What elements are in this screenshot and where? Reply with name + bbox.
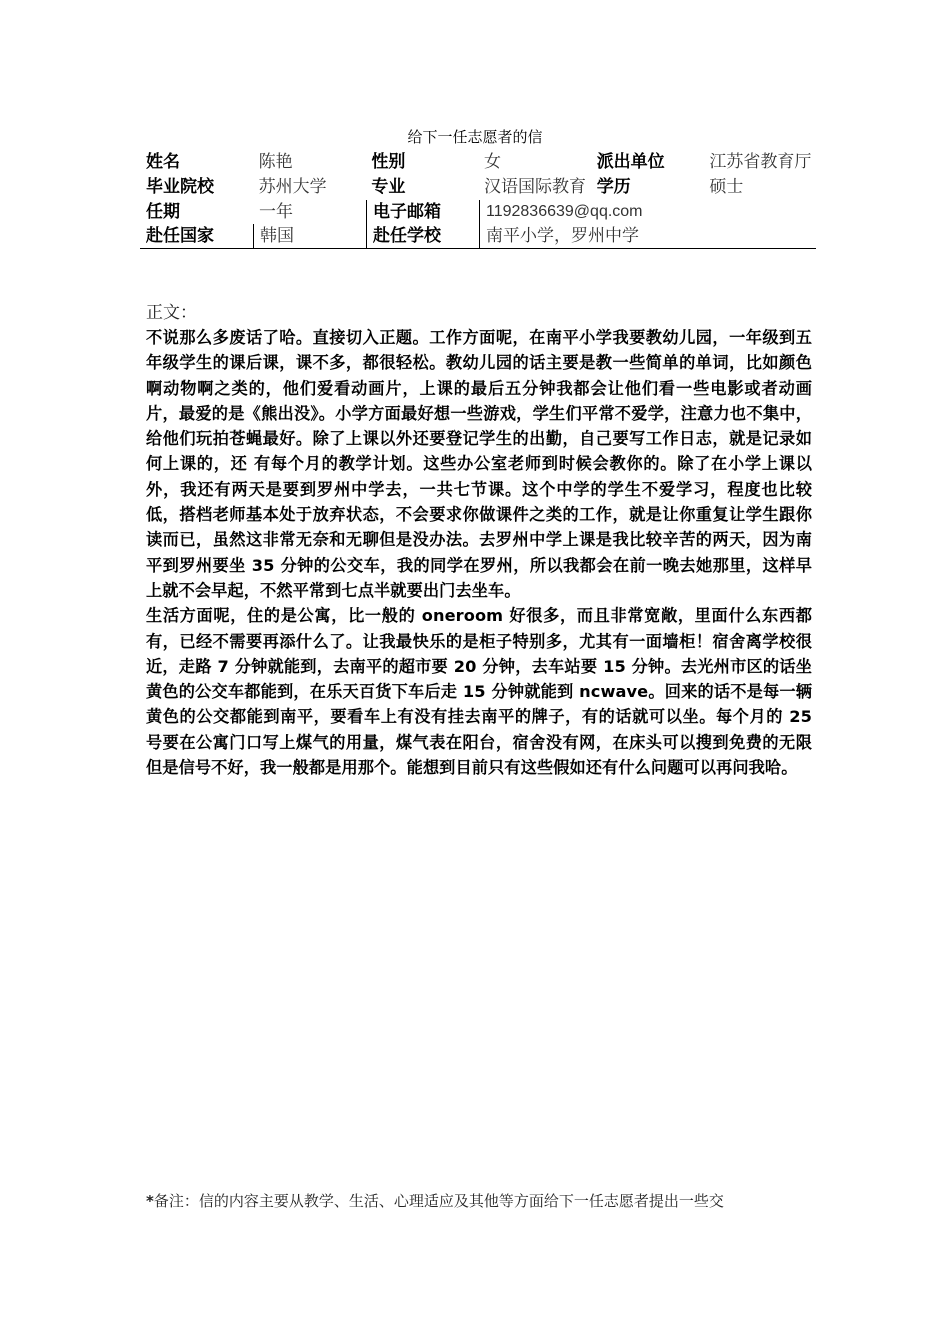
email-label: 电子邮箱 [366,200,479,224]
info-row-country [140,224,816,249]
school-label: 毕业院校 [146,177,214,197]
country-value: 韩国 [253,224,366,248]
degree-value: 硕士 [709,177,744,197]
term-value: 一年 [259,202,293,222]
unit-value: 江苏省教育厅 [709,152,812,172]
school-value: 苏州大学 [258,177,327,197]
major-value: 汉语国际教育 [484,177,587,197]
body-label: 正文： [146,303,197,323]
post-label: 赴任学校 [366,224,479,248]
unit-label: 派出单位 [596,152,665,172]
info-row-name [140,150,816,175]
gender-label: 性别 [371,152,406,172]
major-label: 专业 [371,177,406,197]
paragraph-life: 生活方面呢，住的是公寓，比一般的 oneroom 好很多，而且非常宽敞，里面什么东西都有，已经不需要再添什么了。让我最快乐的是柜子特别多，尤其有一面墙柜！宿舍离学校很近，走路 7 分钟就能到，去南平的超市要 20 分钟，去车站要 15 分钟。去光州市区的话坐黄色的公交车都能到，在乐天百货下车后走 15 分钟就能到 ncwave。回来的话不是每一辆黄色的公交都能到南平，要看车上有没有挂去南平的牌子，有的话就可以坐。每个月的 25 号要在公寓门口写上煤气的用量，煤气表在阳台，宿舍没有网，在床头可以搜到免费的无限但是信号不好，我一般都是用那个。能想到目前只有这些假如还有什么问题可以再问我哈。 [146,606,812,778]
post-value: 南平小学，罗州中学 [479,224,705,248]
footnote-star: * [146,1192,154,1210]
gender-value: 女 [484,152,502,172]
document-title: 给下一任志愿者的信 [407,128,543,146]
letter-body [140,301,816,780]
email-value: 1192836639@qq.com [479,200,705,224]
paragraph-work: 不说那么多废话了哈。直接切入正题。工作方面呢，在南平小学我要教幼儿园，一年级到五年级学生的课后课，课不多，都很轻松。教幼儿园的话主要是教一些简单的单词，比如颜色啊动物啊之类的，他们爱看动画片，上课的最后五分钟我都会让他们看一些电影或者动画片，最爱的是《熊出没》。小学方面最好想一些游戏，学生们平常不爱学，注意力也不集中，给他们玩拍苍蝇最好。除了上课以外还要登记学生的出勤，自己要写工作日志，就是记录如何上课的，还 有每个月的教学计划。这些办公室老师到时候会教你的。除了在小学上课以外，我还有两天是要到罗州中学去，一共七节课。这个中学的学生不爱学习，程度也比较低，搭档老师基本处于放弃状态，不会要求你做课件之类的工作，就是让你重复让学生跟你读而已，虽然这非常无奈和无聊但是没办法。去罗州中学上课是我比较辛苦的两天，因为南平到罗州要坐 35 分钟的公交车，我的同学在罗州，所以我都会在前一晚去她那里，这样早上就不会早起，不然平常到七点半就要出门去坐车。 [146,328,812,600]
name-value: 陈艳 [258,152,293,172]
name-label: 姓名 [146,152,180,172]
info-row-term [140,200,816,224]
degree-label: 学历 [596,177,631,197]
country-label: 赴任国家 [146,226,214,246]
term-label: 任期 [146,202,180,222]
footnote [140,1191,822,1211]
info-table [140,150,816,249]
footnote-text: 备注：信的内容主要从教学、生活、心理适应及其他等方面给下一任志愿者提出一些交 [153,1192,724,1210]
info-row-school [140,175,816,200]
